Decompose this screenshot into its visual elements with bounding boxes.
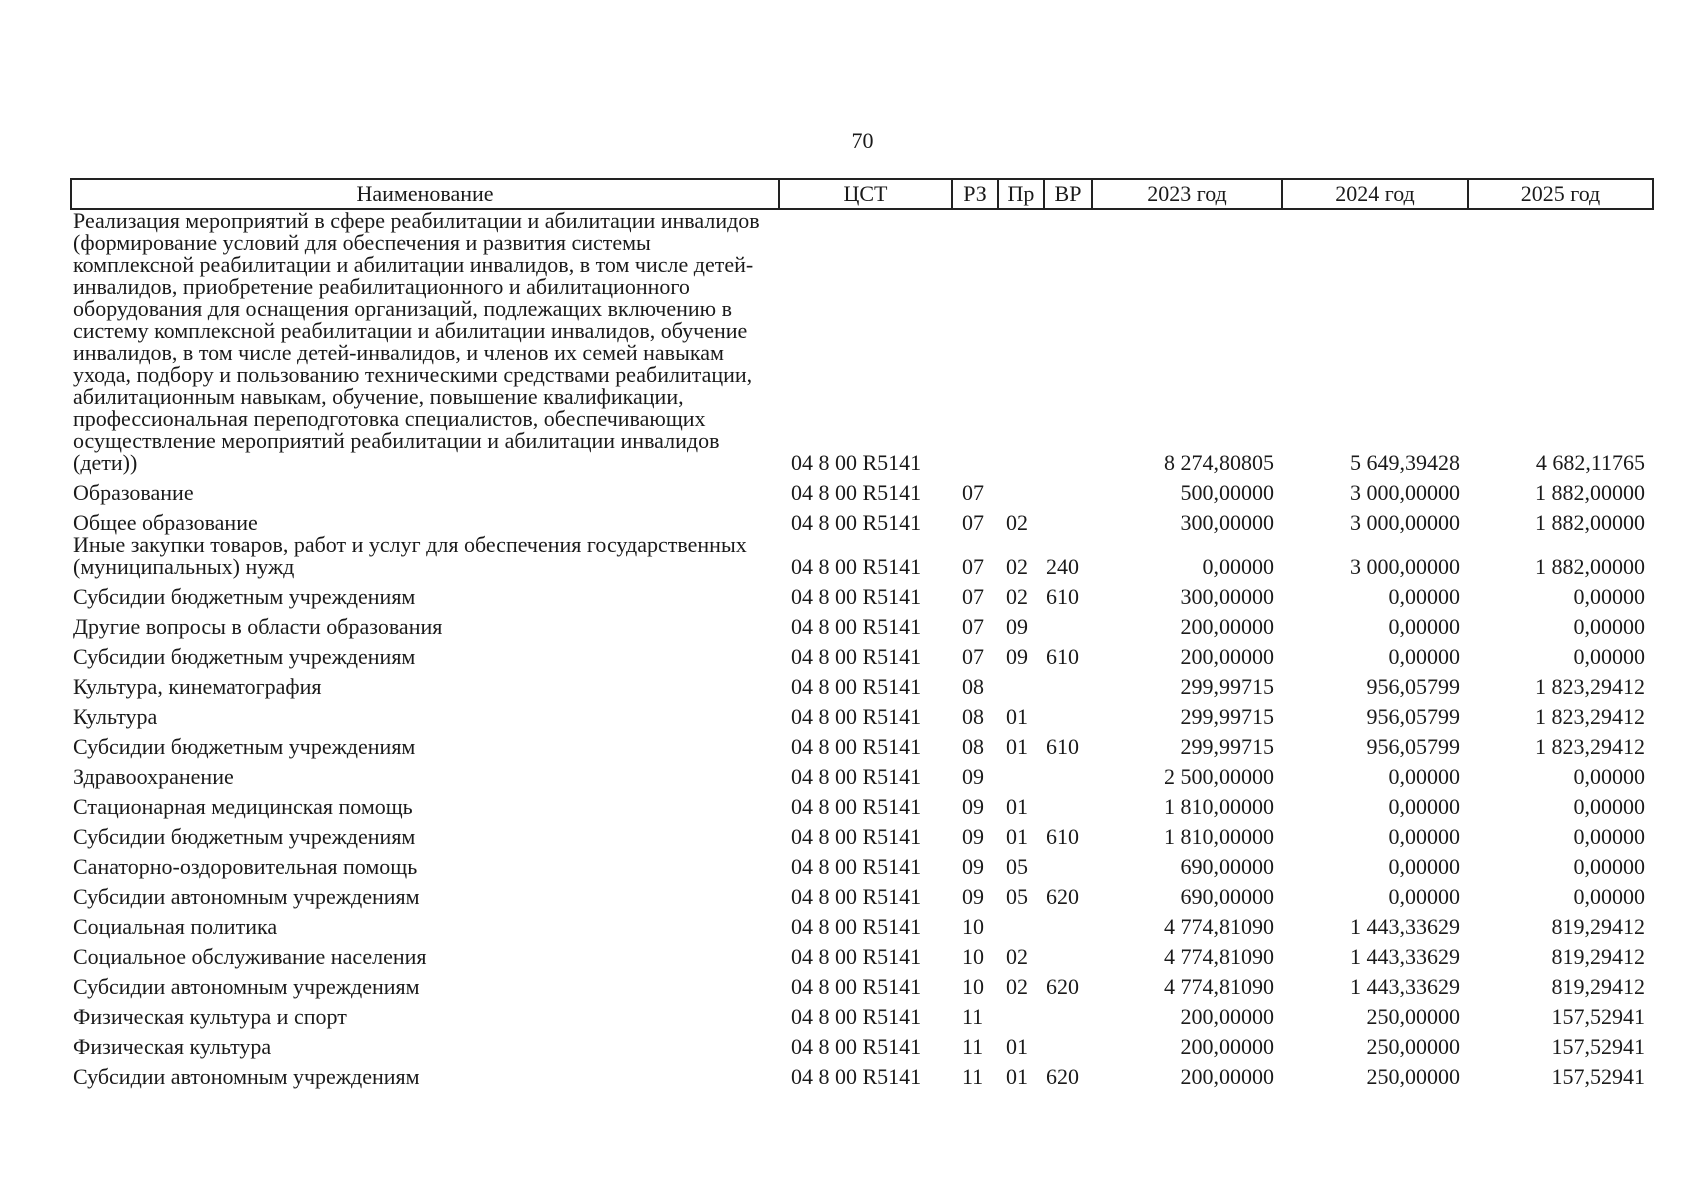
row-cst: 04 8 00 R5141 (791, 614, 922, 639)
row-value-2024: 3 000,00000 (1350, 554, 1460, 579)
row-value-2023: 300,00000 (1180, 584, 1274, 609)
table-row (71, 474, 1653, 504)
row-pr: 02 (1006, 584, 1028, 609)
row-rz: 09 (962, 764, 984, 789)
table-row (71, 788, 1653, 818)
row-rz: 09 (962, 824, 984, 849)
table-body (71, 209, 1653, 1088)
row-value-2024: 1 443,33629 (1350, 944, 1460, 969)
table-row (71, 908, 1653, 938)
row-value-2024: 0,00000 (1388, 854, 1460, 879)
header-2025: 2025 год (1468, 179, 1653, 209)
row-value-2025: 819,29412 (1551, 944, 1645, 969)
row-value-2025: 819,29412 (1551, 974, 1645, 999)
row-value-2024: 250,00000 (1366, 1004, 1460, 1029)
row-value-2023: 4 774,81090 (1164, 914, 1274, 939)
row-name: Иные закупки товаров, работ и услуг для обеспечения государственных (муниципальных) нужд (73, 532, 747, 579)
row-cst: 04 8 00 R5141 (791, 510, 922, 535)
row-name: Субсидии бюджетным учреждениям (73, 644, 416, 669)
row-rz: 07 (962, 584, 984, 609)
row-value-2025: 1 882,00000 (1535, 510, 1645, 535)
row-cst: 04 8 00 R5141 (791, 974, 922, 999)
row-vr (1044, 908, 1092, 938)
row-rz: 07 (962, 510, 984, 535)
row-value-2024: 1 443,33629 (1350, 914, 1460, 939)
row-value-2024: 956,05799 (1366, 674, 1460, 699)
row-value-2024: 0,00000 (1388, 584, 1460, 609)
row-value-2024: 0,00000 (1388, 644, 1460, 669)
row-value-2024: 250,00000 (1366, 1034, 1460, 1059)
table-row (71, 668, 1653, 698)
row-pr (998, 758, 1044, 788)
row-vr: 610 (1046, 734, 1079, 759)
row-rz: 08 (962, 674, 984, 699)
row-name: Субсидии автономным учреждениям (73, 974, 420, 999)
row-rz (952, 209, 998, 474)
row-value-2025: 1 823,29412 (1535, 704, 1645, 729)
row-value-2025: 0,00000 (1573, 584, 1645, 609)
row-value-2025: 0,00000 (1573, 644, 1645, 669)
row-rz: 09 (962, 854, 984, 879)
row-value-2023: 2 500,00000 (1164, 764, 1274, 789)
row-value-2025: 0,00000 (1573, 854, 1645, 879)
table-row (71, 938, 1653, 968)
table-row (71, 818, 1653, 848)
row-value-2025: 157,52941 (1551, 1004, 1645, 1029)
row-cst: 04 8 00 R5141 (791, 450, 922, 475)
row-value-2023: 300,00000 (1180, 510, 1274, 535)
row-value-2024: 250,00000 (1366, 1064, 1460, 1089)
row-cst: 04 8 00 R5141 (791, 644, 922, 669)
row-value-2024: 956,05799 (1366, 734, 1460, 759)
row-vr (1044, 608, 1092, 638)
row-value-2025: 0,00000 (1573, 794, 1645, 819)
row-rz: 11 (962, 1064, 984, 1089)
row-value-2025: 157,52941 (1551, 1034, 1645, 1059)
row-value-2023: 200,00000 (1180, 1004, 1274, 1029)
row-rz: 07 (962, 480, 984, 505)
table-row (71, 998, 1653, 1028)
header-pr: Пр (998, 179, 1044, 209)
row-cst: 04 8 00 R5141 (791, 1004, 922, 1029)
row-vr (1044, 209, 1092, 474)
row-value-2023: 200,00000 (1180, 1034, 1274, 1059)
row-value-2023: 4 774,81090 (1164, 974, 1274, 999)
row-name: Социальная политика (73, 914, 278, 939)
table-row (71, 728, 1653, 758)
row-cst: 04 8 00 R5141 (791, 704, 922, 729)
row-value-2023: 299,99715 (1180, 704, 1274, 729)
row-pr: 01 (1006, 1064, 1028, 1089)
row-rz: 07 (962, 554, 984, 579)
row-vr (1044, 758, 1092, 788)
row-value-2023: 8 274,80805 (1164, 450, 1274, 475)
row-vr: 610 (1046, 644, 1079, 669)
row-vr (1044, 668, 1092, 698)
page-number: 70 (851, 128, 874, 153)
row-name: Субсидии бюджетным учреждениям (73, 734, 416, 759)
row-vr: 620 (1046, 884, 1079, 909)
row-name: Культура, кинематография (73, 674, 322, 699)
row-pr: 02 (1006, 974, 1028, 999)
row-cst: 04 8 00 R5141 (791, 1064, 922, 1089)
table-row (71, 1028, 1653, 1058)
table-row (71, 848, 1653, 878)
row-cst: 04 8 00 R5141 (791, 674, 922, 699)
row-value-2024: 0,00000 (1388, 614, 1460, 639)
row-pr (998, 668, 1044, 698)
row-name: Стационарная медицинская помощь (73, 794, 413, 819)
table-row (71, 504, 1653, 534)
table-row (71, 698, 1653, 728)
row-rz: 11 (962, 1004, 984, 1029)
row-value-2025: 0,00000 (1573, 884, 1645, 909)
row-cst: 04 8 00 R5141 (791, 554, 922, 579)
row-rz: 08 (962, 734, 984, 759)
row-cst: 04 8 00 R5141 (791, 824, 922, 849)
row-pr: 09 (1006, 614, 1028, 639)
table-row (71, 1058, 1653, 1088)
row-name: Физическая культура и спорт (73, 1004, 347, 1029)
row-value-2025: 1 823,29412 (1535, 734, 1645, 759)
row-rz: 09 (962, 884, 984, 909)
row-pr: 01 (1006, 704, 1028, 729)
row-pr: 05 (1006, 854, 1028, 879)
row-pr (998, 209, 1044, 474)
header-2023: 2023 год (1092, 179, 1282, 209)
row-name: Образование (73, 480, 194, 505)
row-value-2025: 1 882,00000 (1535, 554, 1645, 579)
row-name: Субсидии бюджетным учреждениям (73, 824, 416, 849)
row-value-2025: 0,00000 (1573, 614, 1645, 639)
row-value-2023: 299,99715 (1180, 734, 1274, 759)
row-pr (998, 474, 1044, 504)
row-cst: 04 8 00 R5141 (791, 884, 922, 909)
row-value-2023: 1 810,00000 (1164, 824, 1274, 849)
row-value-2024: 0,00000 (1388, 764, 1460, 789)
table-row (71, 608, 1653, 638)
row-rz: 07 (962, 614, 984, 639)
row-pr: 01 (1006, 734, 1028, 759)
row-vr (1044, 848, 1092, 878)
row-value-2024: 3 000,00000 (1350, 480, 1460, 505)
row-rz: 08 (962, 704, 984, 729)
row-name: Социальное обслуживание населения (73, 944, 427, 969)
row-value-2024: 3 000,00000 (1350, 510, 1460, 535)
row-name: Санаторно-оздоровительная помощь (73, 854, 418, 879)
row-value-2025: 0,00000 (1573, 764, 1645, 789)
row-vr: 620 (1046, 1064, 1079, 1089)
row-rz: 09 (962, 794, 984, 819)
row-rz: 10 (962, 914, 984, 939)
row-value-2025: 4 682,11765 (1535, 450, 1645, 475)
row-vr (1044, 998, 1092, 1028)
row-value-2024: 5 649,39428 (1350, 450, 1460, 475)
row-pr (998, 908, 1044, 938)
row-value-2024: 956,05799 (1366, 704, 1460, 729)
row-value-2023: 200,00000 (1180, 614, 1274, 639)
row-cst: 04 8 00 R5141 (791, 584, 922, 609)
row-vr: 240 (1046, 554, 1079, 579)
row-value-2023: 4 774,81090 (1164, 944, 1274, 969)
row-value-2023: 200,00000 (1180, 1064, 1274, 1089)
row-rz: 10 (962, 944, 984, 969)
row-vr (1044, 938, 1092, 968)
row-vr (1044, 474, 1092, 504)
row-value-2023: 1 810,00000 (1164, 794, 1274, 819)
row-value-2024: 1 443,33629 (1350, 974, 1460, 999)
row-vr: 620 (1046, 974, 1079, 999)
row-pr: 02 (1006, 510, 1028, 535)
row-pr: 02 (1006, 554, 1028, 579)
table-row (71, 534, 1653, 578)
row-value-2023: 0,00000 (1202, 554, 1274, 579)
row-name: Субсидии автономным учреждениям (73, 884, 420, 909)
header-2024: 2024 год (1282, 179, 1468, 209)
row-pr: 02 (1006, 944, 1028, 969)
table-row (71, 878, 1653, 908)
row-value-2023: 500,00000 (1180, 480, 1274, 505)
row-cst: 04 8 00 R5141 (791, 854, 922, 879)
row-value-2023: 200,00000 (1180, 644, 1274, 669)
row-value-2025: 819,29412 (1551, 914, 1645, 939)
row-vr (1044, 698, 1092, 728)
table-row (71, 578, 1653, 608)
table-row (71, 209, 1653, 474)
row-value-2023: 690,00000 (1180, 884, 1274, 909)
header-cst: ЦСТ (779, 179, 952, 209)
row-vr (1044, 1028, 1092, 1058)
row-cst: 04 8 00 R5141 (791, 914, 922, 939)
row-name: Субсидии бюджетным учреждениям (73, 584, 416, 609)
row-name: Реализация мероприятий в сфере реабилитации и абилитации инвалидов (формирование условий для обеспечения и развития системы комплексной реабилитации и абилитации инвалидов, в том числе детей-инвалидов, приобретение реабилитационного и абилитационного оборудования для оснащения организаций, подлежащих включению в систему комплексной реабилитации и абилитации инвалидов, обучение инвалидов, в том числе детей-инвалидов, и членов их семей навыкам ухода, подбору и пользованию техническими средствами реабилитации, абилитационным навыкам, обучение, повышение квалификации, профессиональная переподготовка специалистов, обеспечивающих осуществление мероприятий реабилитации и абилитации инвалидов (дети)) (73, 208, 760, 475)
row-cst: 04 8 00 R5141 (791, 764, 922, 789)
row-cst: 04 8 00 R5141 (791, 480, 922, 505)
row-value-2025: 1 882,00000 (1535, 480, 1645, 505)
row-value-2023: 299,99715 (1180, 674, 1274, 699)
row-name: Культура (73, 704, 158, 729)
row-name: Общее образование (73, 510, 258, 535)
row-value-2023: 690,00000 (1180, 854, 1274, 879)
row-name: Здравоохранение (73, 764, 234, 789)
row-pr: 09 (1006, 644, 1028, 669)
table-header-row (71, 179, 1653, 209)
budget-table (70, 178, 1654, 1088)
row-vr: 610 (1046, 824, 1079, 849)
row-value-2024: 0,00000 (1388, 884, 1460, 909)
header-vr: ВР (1044, 179, 1092, 209)
row-pr: 01 (1006, 1034, 1028, 1059)
table-row (71, 758, 1653, 788)
row-name: Субсидии автономным учреждениям (73, 1064, 420, 1089)
table-row (71, 968, 1653, 998)
row-pr: 01 (1006, 794, 1028, 819)
row-cst: 04 8 00 R5141 (791, 1034, 922, 1059)
row-pr: 05 (1006, 884, 1028, 909)
row-vr (1044, 504, 1092, 534)
row-name: Другие вопросы в области образования (73, 614, 443, 639)
row-vr: 610 (1046, 584, 1079, 609)
table-row (71, 638, 1653, 668)
row-pr: 01 (1006, 824, 1028, 849)
row-vr (1044, 788, 1092, 818)
row-pr (998, 998, 1044, 1028)
row-value-2024: 0,00000 (1388, 824, 1460, 849)
row-cst: 04 8 00 R5141 (791, 734, 922, 759)
row-value-2024: 0,00000 (1388, 794, 1460, 819)
header-name: Наименование (71, 179, 779, 209)
row-rz: 11 (962, 1034, 984, 1059)
row-name: Физическая культура (73, 1034, 272, 1059)
row-rz: 10 (962, 974, 984, 999)
row-value-2025: 0,00000 (1573, 824, 1645, 849)
row-value-2025: 157,52941 (1551, 1064, 1645, 1089)
row-rz: 07 (962, 644, 984, 669)
row-cst: 04 8 00 R5141 (791, 944, 922, 969)
row-cst: 04 8 00 R5141 (791, 794, 922, 819)
row-value-2025: 1 823,29412 (1535, 674, 1645, 699)
header-rz: РЗ (952, 179, 998, 209)
